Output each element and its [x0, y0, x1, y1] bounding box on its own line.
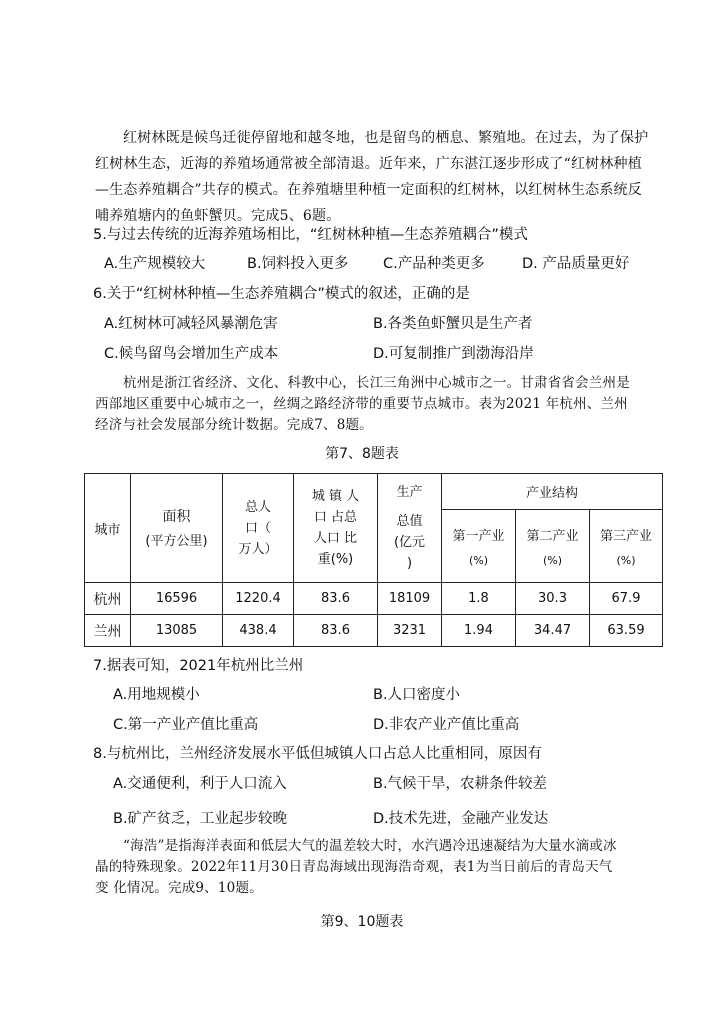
header-urban-ratio: 城 镇 人 口 占总 人口 比 重(%) — [294, 474, 378, 583]
q6-option-d[interactable]: D.可复制推广到渤海沿岸 — [373, 346, 534, 362]
statistics-table — [84, 473, 663, 647]
passage-line: 变 化情况。完成9、10题。 — [95, 880, 263, 896]
question-6-stem: 6.关于“红树林种植—生态养殖耦合”模式的叙述，正确的是 — [93, 286, 470, 302]
table-9-10-title: 第9、10题表 — [320, 914, 404, 930]
cell-primary: 1.8 — [442, 583, 516, 615]
q8-option-c[interactable]: B.矿产贫乏，工业起步较晚 — [113, 811, 288, 827]
cell-urban-ratio: 83.6 — [294, 583, 378, 615]
q5-option-d[interactable]: D. 产品质量更好 — [522, 256, 630, 272]
header-primary: 第一产业 (%) — [442, 510, 516, 583]
cell-tertiary: 67.9 — [590, 583, 663, 615]
q8-option-b[interactable]: B.气候干旱，农耕条件较差 — [373, 776, 548, 792]
passage-line: “海浩”是指海洋表面和低层大气的温差较大时，水汽遇冷迅速凝结为大量水滴或冰 — [123, 838, 617, 854]
q6-option-b[interactable]: B.各类鱼虾蟹贝是生产者 — [373, 316, 533, 332]
q8-option-a[interactable]: A.交通便利，利于人口流入 — [113, 776, 287, 792]
header-gdp: 生产 总值 (亿元 ) — [378, 474, 442, 583]
passage-line: 经济与社会发展部分统计数据。完成7、8题。 — [95, 417, 373, 433]
passage-line: 西部地区重要中心城市之一，丝绸之路经济带的重要节点城市。表为2021 年杭州、兰州 — [95, 396, 628, 412]
passage-sea-smoke — [95, 836, 685, 899]
header-city: 城市 — [85, 474, 131, 583]
q5-option-c[interactable]: C.产品种类更多 — [383, 256, 485, 272]
passage-line: 哺养殖塘内的鱼虾蟹贝。完成5、6题。 — [95, 208, 341, 224]
cell-city: 兰州 — [85, 615, 131, 647]
passage-line: 红树林既是候鸟迁徙停留地和越冬地，也是留鸟的栖息、繁殖地。在过去，为了保护 — [123, 130, 649, 146]
q7-option-d[interactable]: D.非农产业产值比重高 — [373, 717, 520, 733]
cell-urban-ratio: 83.6 — [294, 615, 378, 647]
header-area: 面积 (平方公里) — [131, 474, 223, 583]
cell-secondary: 30.3 — [516, 583, 590, 615]
cell-gdp: 18109 — [378, 583, 442, 615]
header-tertiary: 第三产业 (%) — [590, 510, 663, 583]
cell-primary: 1.94 — [442, 615, 516, 647]
passage-line: 红树林生态，近海的养殖场通常被全部清退。近年来，广东湛江逐步形成了“红树林种植 — [95, 156, 642, 172]
header-industry-structure: 产业结构 — [442, 474, 663, 510]
table-7-8-title: 第7、8题表 — [325, 446, 399, 462]
passage-line: 晶的特殊现象。2022年11月30日青岛海域出现海浩奇观，表1为当日前后的青岛天气 — [95, 859, 613, 875]
cell-secondary: 34.47 — [516, 615, 590, 647]
header-population: 总人 口（ 万人） — [223, 474, 294, 583]
q7-option-a[interactable]: A.用地规模小 — [113, 687, 200, 703]
q6-option-c[interactable]: C.候鸟留鸟会增加生产成本 — [104, 346, 279, 362]
cell-area: 13085 — [131, 615, 223, 647]
q7-option-c[interactable]: C.第一产业产值比重高 — [113, 717, 259, 733]
q7-option-b[interactable]: B.人口密度小 — [373, 687, 461, 703]
q8-option-d[interactable]: D.技术先进，金融产业发达 — [373, 811, 549, 827]
table-row — [85, 583, 663, 615]
question-5-stem: 5.与过去传统的近海养殖场相比，“红树林种植—生态养殖耦合”模式 — [93, 227, 528, 243]
cell-tertiary: 63.59 — [590, 615, 663, 647]
q5-option-a[interactable]: A.生产规模较大 — [104, 256, 206, 272]
question-7-stem: 7.据表可知，2021年杭州比兰州 — [93, 658, 304, 674]
passage-mangrove — [95, 125, 675, 229]
passage-line: 杭州是浙江省经济、文化、科教中心，长江三角洲中心城市之一。甘肃省省会兰州是 — [123, 375, 630, 391]
cell-area: 16596 — [131, 583, 223, 615]
cell-population: 1220.4 — [223, 583, 294, 615]
cell-gdp: 3231 — [378, 615, 442, 647]
passage-hangzhou-lanzhou — [95, 373, 675, 436]
passage-line: —生态养殖耦合”共存的模式。在养殖塘里种植一定面积的红树林，以红树林生态系统反 — [95, 182, 642, 198]
q5-option-b[interactable]: B.饲料投入更多 — [247, 256, 349, 272]
table-row — [85, 615, 663, 647]
cell-population: 438.4 — [223, 615, 294, 647]
header-secondary: 第二产业 (%) — [516, 510, 590, 583]
q6-option-a[interactable]: A.红树林可减轻风暴潮危害 — [104, 316, 278, 332]
question-8-stem: 8.与杭州比，兰州经济发展水平低但城镇人口占总人比重相同，原因有 — [93, 746, 542, 762]
cell-city: 杭州 — [85, 583, 131, 615]
